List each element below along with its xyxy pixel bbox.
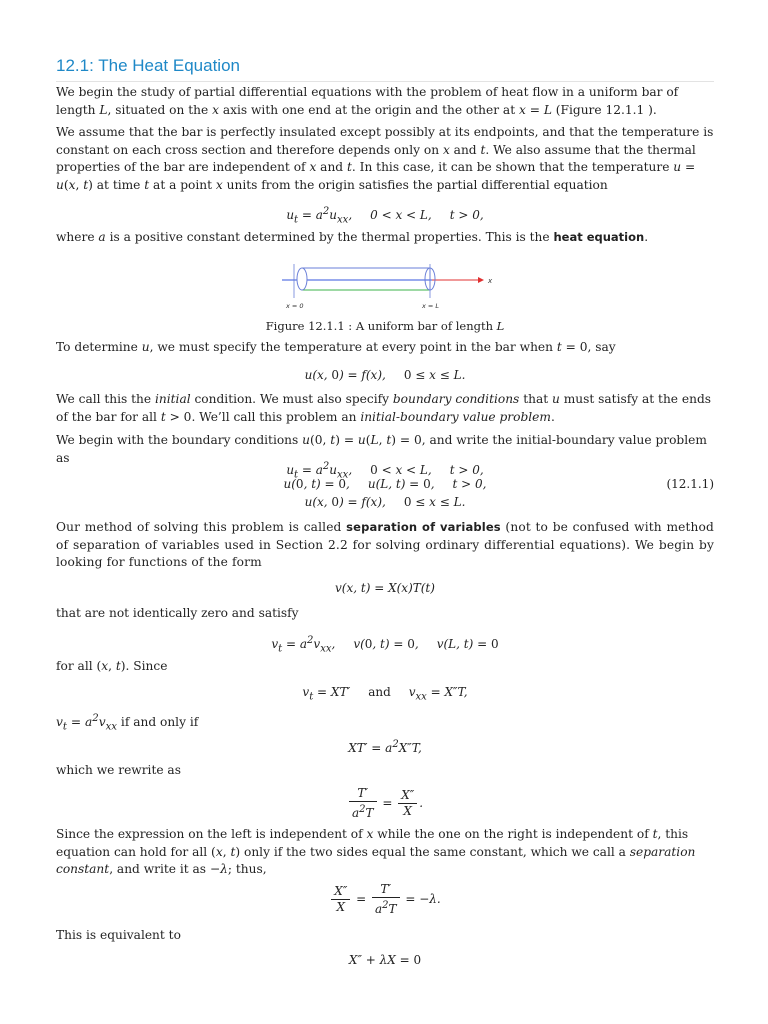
text: for all xyxy=(56,659,97,673)
figure-link[interactable]: (Figure 12.1.1 ). xyxy=(551,102,657,117)
label-x0: x = 0 xyxy=(286,302,304,310)
text: We call this the xyxy=(56,392,155,406)
paragraph-assumptions: We assume that the bar is perfectly insulated except possibly at its endpoints, and that the temperature is constant on each cross section and therefore depends only on x and t. We also assume that the thermal properties of the bar are independent of x and t. In this case, it can be shown that the temperature u = u(x, t) at time t at a point x units from the origin satisfies the partial differential equation xyxy=(56,125,714,192)
equation-number: (12.1.1) xyxy=(666,477,714,491)
bar-end-left xyxy=(297,268,307,290)
equation-product-form: v(x, t) = X(x)T(t) xyxy=(335,581,435,595)
text: , we must specify the temperature at every point in the bar when xyxy=(149,340,557,354)
term-separation-constant: separation constant xyxy=(56,844,696,876)
equation-ode-x: X″ + λX = 0 xyxy=(348,953,422,967)
equation-system-1: $u_t = a^2u_{xx}$, 0 < x < L, t > 0, xyxy=(286,461,484,481)
caption-text: Figure 12.1.1 : A uniform bar of length xyxy=(265,319,497,333)
paragraph-equivalent: This is equivalent to xyxy=(56,928,181,942)
term-initial: initial xyxy=(155,392,191,406)
paragraph-iff: $v_t = a^2v_{xx}$ if and only if xyxy=(56,713,199,733)
term-ibvp: initial-boundary value problem xyxy=(360,409,551,424)
equation-xt: $XT' = a^2X''T$, xyxy=(348,739,422,755)
equation-lambda: $\frac{X''}{X}$ = $\frac{T'}{a^2T}$ = −λ. xyxy=(56,882,714,917)
text: ; thus, xyxy=(227,862,267,876)
text: . xyxy=(644,230,649,244)
paragraph-intro: We begin the study of partial differential equations with the problem of heat flow in a uniform bar of length L, situated on the x axis with one end at the origin and the other at x = L (Figure 12.1.1 ). xyxy=(56,85,679,117)
text: . We’ll call this problem an xyxy=(191,409,361,424)
bar-body xyxy=(302,268,430,290)
text: We assume that the bar is perfectly insulated except possibly at its endpoints, and that the temperature is constant on each cross section and therefore depends only on xyxy=(56,125,714,157)
text: . Since xyxy=(125,659,168,673)
text: and xyxy=(316,160,347,174)
text: Our method of solving this problem is called xyxy=(56,520,347,534)
term-separation: separation of variables xyxy=(346,520,501,534)
text: condition. We must also specify xyxy=(190,392,393,406)
text: Since the expression on the left is independent of xyxy=(56,827,367,841)
text: . xyxy=(550,409,555,424)
text: only if the two sides equal the same constant, which we call a xyxy=(240,844,630,859)
equation-initial: u(x, 0) = f(x), 0 ≤ x ≤ L. xyxy=(304,368,466,382)
text: , and write it as xyxy=(109,862,210,876)
paragraph-separation-constant: Since the expression on the left is independent of x while the one on the right is independent of t, this equation can hold for all (x, t) only if the two sides equal the same constant, which we call a separation constant, and write it as −λ; thus, xyxy=(56,827,696,876)
text: (not to be confused with method of separation of variables used in Section 2.2 for solving ordinary differential equations). We begin by looking for functions of the form xyxy=(56,520,714,569)
paragraph-rewrite: which we rewrite as xyxy=(56,763,181,777)
text: . We also assume that the thermal properties of the bar are independent of xyxy=(56,142,696,174)
text: We begin the study of partial differential equations with the problem of heat flow in a uniform bar of length xyxy=(56,85,679,117)
paragraph-boundary: We begin with the boundary conditions u(0, t) = u(L, t) = 0, and write the initial-boundary value problem as xyxy=(56,433,707,465)
paragraph-conditions: We call this the initial condition. We must also specify boundary conditions that u must satisfy at the ends of the bar for all t > 0. We’ll call this problem an initial-boundary value problem. xyxy=(56,392,711,424)
paragraph-determine-u: To determine u, we must specify the temperature at every point in the bar when t = 0, say xyxy=(56,340,616,354)
text: and xyxy=(449,142,481,157)
text: where xyxy=(56,230,99,244)
text: , say xyxy=(587,340,616,354)
equation-v-problem: $v_t = a^2v_{xx}$, v(0, t) = 0, v(L, t) = 0 xyxy=(271,635,499,655)
text: , and write the initial-boundary value problem as xyxy=(56,433,707,465)
equation-ratio: $\frac{T'}{a^2T}$ = $\frac{X''}{X}$ . xyxy=(56,786,714,821)
paragraph-separation xyxy=(56,519,714,572)
text: at a point xyxy=(149,177,216,192)
arrow-head-icon xyxy=(478,277,484,283)
equation-system-3: u(x, 0) = f(x), 0 ≤ x ≤ L. xyxy=(304,495,466,509)
label-xL: x = L xyxy=(422,302,440,310)
paragraph-not-zero: that are not identically zero and satisfy xyxy=(56,606,299,620)
equation-derivatives: $v_t = XT'$ and $v_{xx} = X''T$, xyxy=(302,685,468,703)
term-boundary-conditions: boundary conditions xyxy=(392,392,520,406)
text: if and only if xyxy=(117,715,199,730)
text: . In this case, it can be shown that the temperature xyxy=(351,160,674,174)
section-title: 12.1: The Heat Equation xyxy=(56,56,714,82)
text: axis with one end at the origin and the other at xyxy=(218,102,519,117)
text: while the one on the right is independent of xyxy=(373,827,653,841)
text: is a positive constant determined by the thermal properties. This is the xyxy=(105,230,554,244)
text: that xyxy=(519,392,552,406)
text: at time xyxy=(92,177,145,192)
text: We begin with the boundary conditions xyxy=(56,433,303,447)
label-x-axis: x xyxy=(488,277,493,285)
paragraph-for-all: for all (x, t). Since xyxy=(56,659,168,673)
text: units from the origin satisfies the partial differential equation xyxy=(222,177,608,192)
text: , situated on the xyxy=(107,102,213,117)
text: must satisfy at the ends of the bar for all xyxy=(56,392,711,424)
term-heat-equation: heat equation xyxy=(553,230,645,244)
paragraph-heat-equation: where a is a positive constant determined by the thermal properties. This is the heat equation. xyxy=(56,230,649,244)
text: To determine xyxy=(56,340,142,354)
text-and: and xyxy=(368,685,391,699)
figure-caption: Figure 12.1.1 : A uniform bar of length L xyxy=(265,319,505,333)
text: , this equation can hold for all xyxy=(56,827,689,859)
bar-figure xyxy=(282,258,542,314)
equation-system-2: u(0, t) = 0, u(L, t) = 0, t > 0, (12.1.1) xyxy=(56,476,714,494)
equation-heat: $u_t = a^2u_{xx}$, 0 < x < L, t > 0, xyxy=(286,206,484,226)
